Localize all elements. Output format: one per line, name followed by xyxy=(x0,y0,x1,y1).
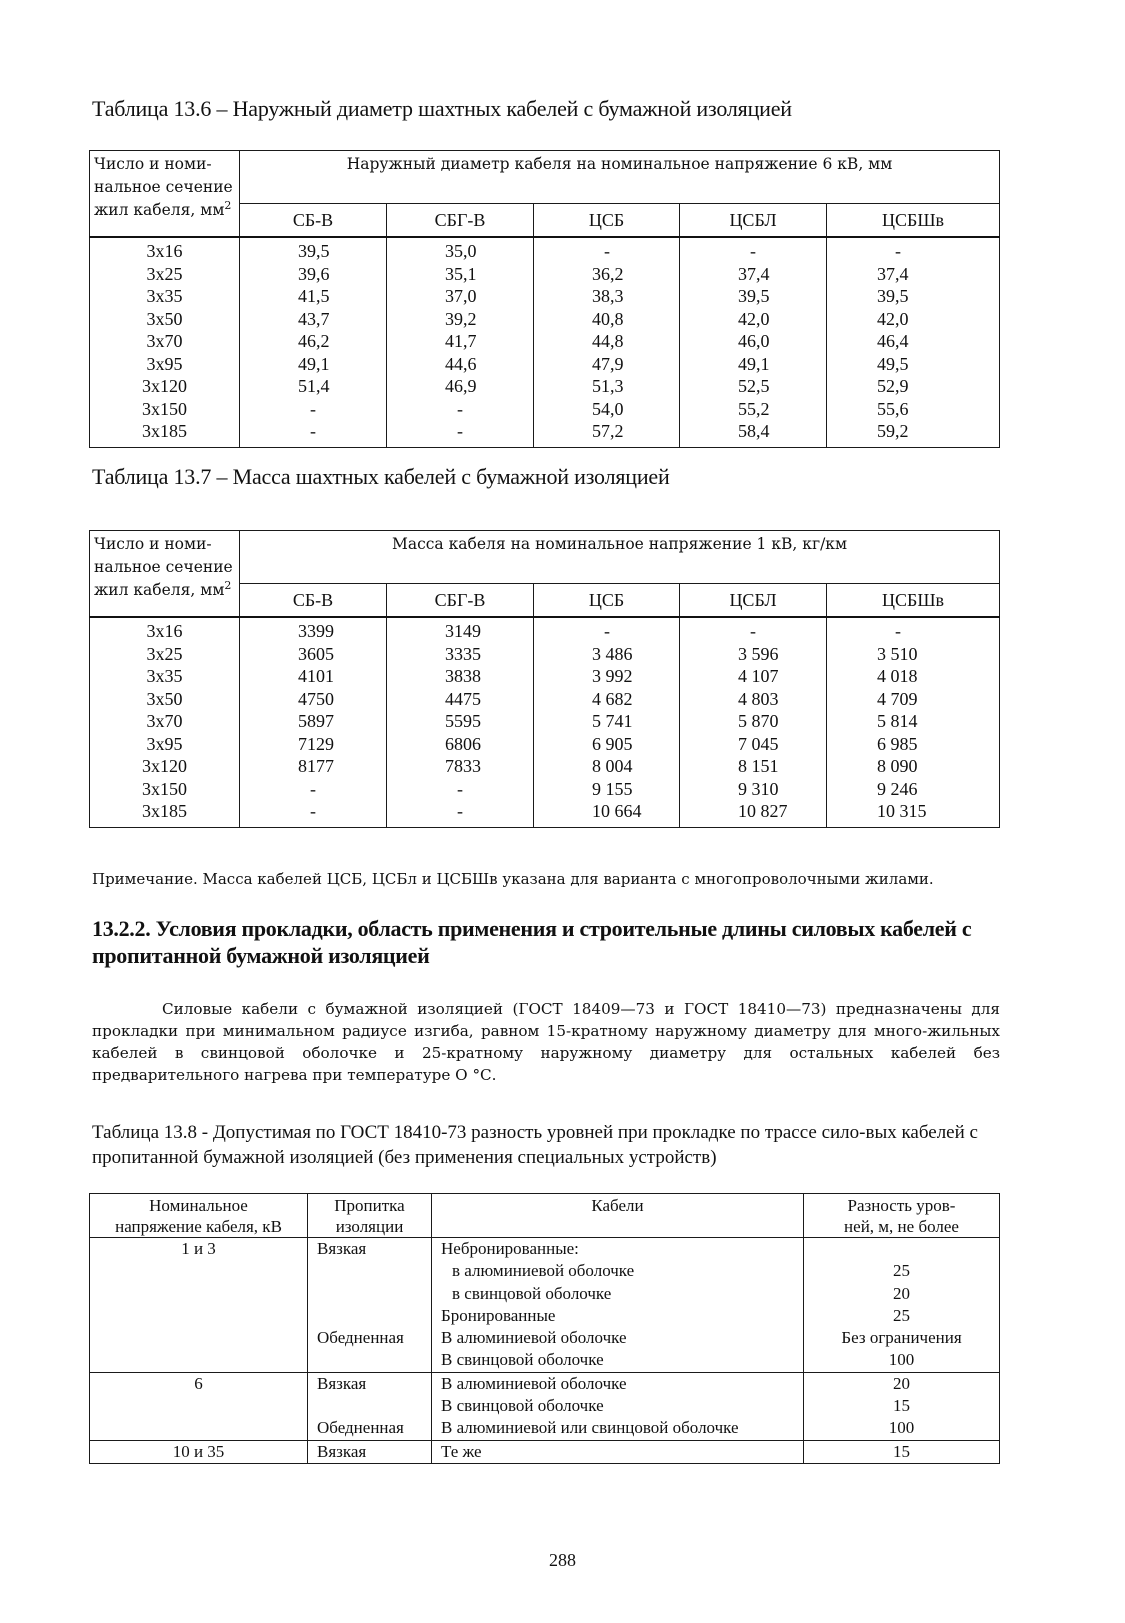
section-cell: 3x120 xyxy=(90,755,240,778)
cable-cell: Бронированные xyxy=(432,1305,804,1327)
header-line: напряжение кабеля, кВ xyxy=(115,1217,282,1236)
value-cell: 39,5 xyxy=(240,237,387,263)
value-cell: 39,5 xyxy=(680,285,827,308)
value-cell: 3838 xyxy=(387,665,534,688)
value-cell: 3399 xyxy=(240,617,387,643)
impregnation-cell xyxy=(308,1283,432,1305)
level-diff-cell: 15 xyxy=(804,1395,1000,1417)
value-cell: - xyxy=(387,778,534,801)
value-cell: 5595 xyxy=(387,710,534,733)
level-diff-cell: 100 xyxy=(804,1417,1000,1440)
page-number: 288 xyxy=(549,1550,576,1570)
level-diff-cell: 20 xyxy=(804,1283,1000,1305)
value-cell: 49,1 xyxy=(240,353,387,376)
span-header: Наружный диаметр кабеля на номинальное напряжение 6 кВ, мм xyxy=(240,151,1000,204)
value-cell: 52,5 xyxy=(680,375,827,398)
impregnation-cell xyxy=(308,1395,432,1417)
section-cell: 3x70 xyxy=(90,330,240,353)
value-cell: 4 107 xyxy=(680,665,827,688)
superscript: 2 xyxy=(224,578,232,592)
value-cell: 51,4 xyxy=(240,375,387,398)
table-row xyxy=(90,1440,1000,1463)
cable-cell: В свинцовой оболочке xyxy=(432,1349,804,1372)
header-level-diff xyxy=(804,1194,1000,1238)
header-line: Разность уров- xyxy=(847,1196,956,1215)
table-row xyxy=(90,1349,1000,1372)
table-note: Примечание. Масса кабелей ЦСБ, ЦСБл и ЦСБШв указана для варианта с многопроволочными жилами. xyxy=(92,870,934,888)
header-voltage xyxy=(90,1194,308,1238)
value-cell: 4 682 xyxy=(534,688,680,711)
cable-cell: в алюминиевой оболочке xyxy=(432,1260,804,1282)
value-cell: 39,2 xyxy=(387,308,534,331)
value-cell: 46,4 xyxy=(827,330,1000,353)
value-cell: 10 827 xyxy=(680,800,827,827)
value-cell: 41,5 xyxy=(240,285,387,308)
value-cell: 38,3 xyxy=(534,285,680,308)
impregnation-cell: Вязкая xyxy=(308,1238,432,1261)
value-cell: 55,2 xyxy=(680,398,827,421)
cable-cell: В алюминиевой оболочке xyxy=(432,1327,804,1349)
impregnation-cell xyxy=(308,1305,432,1327)
row-header-line: нальное сечение xyxy=(94,178,233,196)
span-header: Масса кабеля на номинальное напряжение 1 кВ, кг/км xyxy=(240,531,1000,584)
table-row xyxy=(90,353,1000,376)
paragraph-text: Силовые кабели с бумажной изоляцией (ГОСТ 18409—73 и ГОСТ 18410—73) предназначены для прокладки при минимальном радиусе изгиба, равном 15-кратному наружному диаметру для много-жильных кабелей в свинцовой оболочке и 25-кратному наружному диаметру для остальных кабелей без предварительного нагрева при температуре О °С. xyxy=(92,1000,1000,1084)
value-cell: 46,9 xyxy=(387,375,534,398)
row-header-line: жил кабеля, мм xyxy=(94,201,225,219)
value-cell: 9 155 xyxy=(534,778,680,801)
value-cell: 49,1 xyxy=(680,353,827,376)
column-header: ЦСБШв xyxy=(827,584,1000,618)
level-diff-cell: 100 xyxy=(804,1349,1000,1372)
table-row xyxy=(90,778,1000,801)
value-cell: 58,4 xyxy=(680,420,827,447)
cable-cell: В свинцовой оболочке xyxy=(432,1395,804,1417)
value-cell: 3 992 xyxy=(534,665,680,688)
voltage-cell: 1 и 3 xyxy=(90,1238,308,1261)
column-header: ЦСБ xyxy=(534,584,680,618)
header-line: Пропитка xyxy=(334,1196,405,1215)
table-row xyxy=(90,688,1000,711)
value-cell: 36,2 xyxy=(534,263,680,286)
impregnation-cell xyxy=(308,1260,432,1282)
table-row xyxy=(90,1372,1000,1395)
value-cell: - xyxy=(534,617,680,643)
level-diff-cell: 25 xyxy=(804,1260,1000,1282)
header-impregnation xyxy=(308,1194,432,1238)
value-cell: 8 151 xyxy=(680,755,827,778)
value-cell: 8 004 xyxy=(534,755,680,778)
value-cell: 39,6 xyxy=(240,263,387,286)
value-cell: 44,8 xyxy=(534,330,680,353)
table-row xyxy=(90,330,1000,353)
table-row xyxy=(90,710,1000,733)
table-row xyxy=(90,665,1000,688)
table-row xyxy=(90,237,1000,263)
table-row xyxy=(90,263,1000,286)
value-cell: - xyxy=(387,800,534,827)
column-header: СБГ-В xyxy=(387,204,534,238)
value-cell: 8177 xyxy=(240,755,387,778)
section-cell: 3x120 xyxy=(90,375,240,398)
value-cell: 3 486 xyxy=(534,643,680,666)
value-cell: 7833 xyxy=(387,755,534,778)
value-cell: 3335 xyxy=(387,643,534,666)
section-cell: 3x70 xyxy=(90,710,240,733)
table-row xyxy=(90,733,1000,756)
value-cell: 40,8 xyxy=(534,308,680,331)
header-line: Номинальное xyxy=(149,1196,248,1215)
section-cell: 3x16 xyxy=(90,617,240,643)
table-row xyxy=(90,1283,1000,1305)
value-cell: - xyxy=(387,420,534,447)
value-cell: 46,0 xyxy=(680,330,827,353)
value-cell: - xyxy=(240,420,387,447)
value-cell: 6 905 xyxy=(534,733,680,756)
voltage-cell xyxy=(90,1260,308,1282)
value-cell: - xyxy=(534,237,680,263)
value-cell: 46,2 xyxy=(240,330,387,353)
section-cell: 3x16 xyxy=(90,237,240,263)
voltage-cell xyxy=(90,1395,308,1417)
value-cell: 3 596 xyxy=(680,643,827,666)
value-cell: 55,6 xyxy=(827,398,1000,421)
column-header: СБ-В xyxy=(240,584,387,618)
impregnation-cell: Вязкая xyxy=(308,1440,432,1463)
cable-cell: В алюминиевой оболочке xyxy=(432,1372,804,1395)
table-13-6-caption: Таблица 13.6 – Наружный диаметр шахтных кабелей с бумажной изоляцией xyxy=(92,96,792,121)
value-cell: 51,3 xyxy=(534,375,680,398)
body-paragraph xyxy=(92,998,1000,1086)
impregnation-cell xyxy=(308,1349,432,1372)
table-row xyxy=(90,1417,1000,1440)
table-13-7 xyxy=(89,530,1000,828)
row-header-section xyxy=(90,531,240,618)
table-row xyxy=(90,285,1000,308)
value-cell: 5 741 xyxy=(534,710,680,733)
level-diff-cell: 25 xyxy=(804,1305,1000,1327)
value-cell: - xyxy=(680,617,827,643)
table-13-8 xyxy=(89,1193,1000,1464)
table-row xyxy=(90,1327,1000,1349)
table-13-7-caption: Таблица 13.7 – Масса шахтных кабелей с бумажной изоляцией xyxy=(92,464,670,489)
value-cell: 39,5 xyxy=(827,285,1000,308)
row-header-section xyxy=(90,151,240,238)
value-cell: - xyxy=(680,237,827,263)
value-cell: 59,2 xyxy=(827,420,1000,447)
section-cell: 3x35 xyxy=(90,285,240,308)
value-cell: 4 709 xyxy=(827,688,1000,711)
value-cell: 4101 xyxy=(240,665,387,688)
value-cell: 41,7 xyxy=(387,330,534,353)
voltage-cell xyxy=(90,1283,308,1305)
row-header-line: Число и номи- xyxy=(94,535,212,553)
level-diff-cell: 15 xyxy=(804,1440,1000,1463)
section-cell: 3x25 xyxy=(90,643,240,666)
superscript: 2 xyxy=(224,198,232,212)
value-cell: 42,0 xyxy=(680,308,827,331)
voltage-cell xyxy=(90,1305,308,1327)
value-cell: - xyxy=(387,398,534,421)
value-cell: 37,4 xyxy=(680,263,827,286)
value-cell: 3 510 xyxy=(827,643,1000,666)
value-cell: 4 018 xyxy=(827,665,1000,688)
value-cell: 42,0 xyxy=(827,308,1000,331)
value-cell: - xyxy=(240,398,387,421)
section-heading: 13.2.2. Условия прокладки, область применения и строительные длины силовых кабелей с пропитанной бумажной изоляцией xyxy=(92,916,972,968)
voltage-cell xyxy=(90,1417,308,1440)
value-cell: 35,1 xyxy=(387,263,534,286)
section-cell: 3x150 xyxy=(90,778,240,801)
value-cell: 43,7 xyxy=(240,308,387,331)
header-cables: Кабели xyxy=(432,1194,804,1238)
row-header-line: жил кабеля, мм xyxy=(94,581,225,599)
value-cell: 5 870 xyxy=(680,710,827,733)
cable-cell: Небронированные: xyxy=(432,1238,804,1261)
value-cell: - xyxy=(827,617,1000,643)
value-cell: 35,0 xyxy=(387,237,534,263)
value-cell: 7 045 xyxy=(680,733,827,756)
header-line: ней, м, не более xyxy=(844,1217,959,1236)
value-cell: 54,0 xyxy=(534,398,680,421)
value-cell: - xyxy=(240,778,387,801)
value-cell: 3605 xyxy=(240,643,387,666)
value-cell: 9 246 xyxy=(827,778,1000,801)
column-header: ЦСБЛ xyxy=(680,584,827,618)
value-cell: 9 310 xyxy=(680,778,827,801)
section-cell: 3x95 xyxy=(90,733,240,756)
cable-cell: В алюминиевой или свинцовой оболочке xyxy=(432,1417,804,1440)
value-cell: 10 664 xyxy=(534,800,680,827)
cable-cell: Те же xyxy=(432,1440,804,1463)
column-header: СБ-В xyxy=(240,204,387,238)
value-cell: 4750 xyxy=(240,688,387,711)
value-cell: 47,9 xyxy=(534,353,680,376)
section-cell: 3x95 xyxy=(90,353,240,376)
value-cell: 10 315 xyxy=(827,800,1000,827)
value-cell: - xyxy=(240,800,387,827)
impregnation-cell: Вязкая xyxy=(308,1372,432,1395)
table-row xyxy=(90,800,1000,827)
level-diff-cell: Без ограничения xyxy=(804,1327,1000,1349)
value-cell: 5897 xyxy=(240,710,387,733)
table-row xyxy=(90,1260,1000,1282)
column-header: ЦСБ xyxy=(534,204,680,238)
value-cell: 49,5 xyxy=(827,353,1000,376)
voltage-cell xyxy=(90,1327,308,1349)
table-row xyxy=(90,1395,1000,1417)
value-cell: 3149 xyxy=(387,617,534,643)
value-cell: - xyxy=(827,237,1000,263)
column-header: СБГ-В xyxy=(387,584,534,618)
value-cell: 8 090 xyxy=(827,755,1000,778)
value-cell: 52,9 xyxy=(827,375,1000,398)
table-row xyxy=(90,755,1000,778)
table-13-8-caption: Таблица 13.8 - Допустимая по ГОСТ 18410-73 разность уровней при прокладке по трассе сило-вых кабелей с пропитанной бумажной изоляцией (без применения специальных устройств) xyxy=(92,1122,978,1168)
section-cell: 3x150 xyxy=(90,398,240,421)
table-row xyxy=(90,420,1000,447)
value-cell: 37,4 xyxy=(827,263,1000,286)
cable-cell: в свинцовой оболочке xyxy=(432,1283,804,1305)
section-cell: 3x25 xyxy=(90,263,240,286)
header-line: изоляции xyxy=(335,1217,404,1236)
voltage-cell: 6 xyxy=(90,1372,308,1395)
section-cell: 3x185 xyxy=(90,420,240,447)
value-cell: 4475 xyxy=(387,688,534,711)
value-cell: 5 814 xyxy=(827,710,1000,733)
value-cell: 6 985 xyxy=(827,733,1000,756)
row-header-line: нальное сечение xyxy=(94,558,233,576)
table-row xyxy=(90,1305,1000,1327)
table-row xyxy=(90,643,1000,666)
voltage-cell xyxy=(90,1349,308,1372)
column-header: ЦСБШв xyxy=(827,204,1000,238)
section-cell: 3x185 xyxy=(90,800,240,827)
section-cell: 3x35 xyxy=(90,665,240,688)
value-cell: 4 803 xyxy=(680,688,827,711)
value-cell: 57,2 xyxy=(534,420,680,447)
column-header: ЦСБЛ xyxy=(680,204,827,238)
table-row xyxy=(90,308,1000,331)
impregnation-cell: Обедненная xyxy=(308,1417,432,1440)
section-cell: 3x50 xyxy=(90,688,240,711)
value-cell: 37,0 xyxy=(387,285,534,308)
table-row xyxy=(90,398,1000,421)
level-diff-cell xyxy=(804,1238,1000,1261)
value-cell: 7129 xyxy=(240,733,387,756)
impregnation-cell: Обедненная xyxy=(308,1327,432,1349)
value-cell: 44,6 xyxy=(387,353,534,376)
table-row xyxy=(90,375,1000,398)
table-13-6 xyxy=(89,150,1000,448)
table-row xyxy=(90,617,1000,643)
value-cell: 6806 xyxy=(387,733,534,756)
row-header-line: Число и номи- xyxy=(94,155,212,173)
section-cell: 3x50 xyxy=(90,308,240,331)
table-row xyxy=(90,1238,1000,1261)
level-diff-cell: 20 xyxy=(804,1372,1000,1395)
voltage-cell: 10 и 35 xyxy=(90,1440,308,1463)
